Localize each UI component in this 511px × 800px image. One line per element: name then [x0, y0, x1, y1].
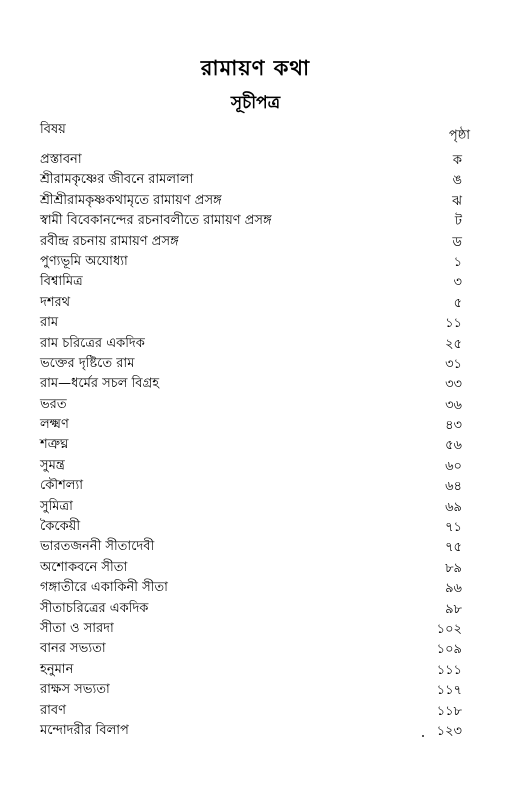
toc-entry-page: ৩১ — [445, 356, 462, 372]
toc-entry-page: ৫ — [453, 295, 462, 311]
toc-entry — [40, 619, 462, 639]
toc-entry-page: ট — [454, 214, 462, 230]
toc-entry-page: ১১ — [445, 316, 462, 332]
toc-entry-page: ১ — [453, 254, 462, 270]
toc-entry-page: ১২৩ — [436, 723, 462, 739]
toc-entry-title: গঙ্গাতীরে একাকিনী সীতা — [40, 580, 168, 596]
toc-entry-title: সুমিত্রা — [40, 498, 73, 514]
toc-entry — [40, 272, 462, 292]
toc-entry-title: বানর সভ্যতা — [40, 641, 106, 657]
toc-entry — [40, 680, 462, 700]
toc-entry-title: রাম—ধর্মের সচল বিগ্রহ — [40, 376, 160, 392]
toc-entry-page: ৪৩ — [445, 418, 462, 434]
toc-entry-title: সীতাচরিত্রের একদিক — [40, 600, 149, 616]
toc-entry-title: স্বামী বিবেকানন্দের রচনাবলীতে রামায়ণ প্রসঙ্গ — [40, 213, 272, 229]
stray-mark — [422, 735, 424, 737]
toc-entry-page: ১১১ — [436, 662, 462, 678]
toc-entry-title: লক্ষ্মণ — [40, 417, 69, 433]
toc-entry-title: শ্রীশ্রীরামকৃষ্ণকথামৃতে রামায়ণ প্রসঙ্গ — [40, 192, 222, 208]
toc-entry-title: হনুমান — [40, 661, 74, 677]
toc-entry — [40, 415, 462, 435]
toc-entry-page: ৩৩ — [445, 377, 462, 393]
toc-entry-title: অশোকবনে সীতা — [40, 559, 128, 575]
toc-entry — [40, 456, 462, 476]
column-page-label: পৃষ্ঠা — [448, 128, 470, 143]
toc-entry-page: ৮৯ — [445, 560, 462, 576]
toc-entry — [40, 701, 462, 721]
toc-entry-title: রাম চরিত্রের একদিক — [40, 335, 145, 351]
toc-entry-title: সুমন্ত্র — [40, 457, 65, 473]
toc-entry — [40, 354, 462, 374]
toc-entry — [40, 517, 462, 537]
toc-entry-page: ১১৭ — [436, 683, 462, 699]
toc-entry — [40, 191, 462, 211]
toc-entry — [40, 537, 462, 557]
toc-entry — [40, 599, 462, 619]
contents-heading: সূচীপত্র — [230, 93, 281, 113]
toc-entry-page: ৬০ — [445, 458, 462, 474]
toc-entry-page: ৩ — [453, 275, 462, 291]
toc-entry — [40, 170, 462, 190]
table-of-contents — [40, 150, 462, 741]
toc-entry-page: ঝ — [452, 193, 462, 209]
toc-entry-title: কৌশল্যা — [40, 478, 84, 494]
toc-entry-page: ঙ — [452, 173, 462, 189]
toc-entry — [40, 497, 462, 517]
toc-entry-page: ৩৬ — [445, 397, 462, 413]
toc-entry — [40, 395, 462, 415]
toc-entry — [40, 435, 462, 455]
toc-entry — [40, 232, 462, 252]
toc-entry-page: ৭১ — [445, 520, 462, 536]
toc-entry-title: শত্রুঘ্ন — [40, 437, 69, 453]
toc-entry — [40, 374, 462, 394]
toc-entry-title: রাক্ষস সভ্যতা — [40, 682, 110, 698]
toc-entry-page: ক — [452, 153, 462, 168]
toc-entry-title: ভক্তের দৃষ্টিতে রাম — [40, 355, 135, 371]
toc-entry — [40, 293, 462, 313]
toc-entry — [40, 252, 462, 272]
toc-entry — [40, 334, 462, 354]
toc-entry-page: ৯৬ — [445, 581, 462, 597]
toc-entry-title: বিশ্বামিত্র — [40, 274, 83, 290]
toc-entry-page: ৯৮ — [445, 601, 462, 617]
toc-entry-title: রাবণ — [40, 702, 67, 718]
toc-entry-title: রবীন্দ্র রচনায় রামায়ণ প্রসঙ্গ — [40, 233, 179, 249]
toc-entry-title: শ্রীরামকৃষ্ণের জীবনে রামলালা — [40, 172, 194, 188]
toc-entry-title: ভরত — [40, 396, 67, 412]
toc-entry — [40, 150, 462, 170]
toc-entry — [40, 211, 462, 231]
toc-entry-title: পুণ্যভূমি অযোধ্যা — [40, 253, 128, 269]
toc-entry — [40, 721, 462, 741]
toc-entry-title: দশরথ — [40, 294, 71, 310]
book-title: রামায়ণ কথা — [200, 56, 311, 80]
toc-entry — [40, 558, 462, 578]
toc-entry — [40, 476, 462, 496]
toc-entry-title: ভারতজননী সীতাদেবী — [40, 539, 155, 555]
toc-entry-title: মন্দোদরীর বিলাপ — [40, 722, 129, 738]
toc-entry-page: ড — [452, 234, 462, 250]
toc-header — [40, 120, 470, 143]
toc-entry-page: ৬৯ — [445, 499, 462, 515]
toc-entry-page: ৬৪ — [445, 479, 462, 495]
toc-entry — [40, 313, 462, 333]
toc-entry-page: ১১৮ — [436, 703, 462, 719]
toc-entry-page: ২৫ — [445, 336, 462, 352]
toc-entry-title: সীতা ও সারদা — [40, 620, 114, 636]
toc-entry — [40, 578, 462, 598]
toc-entry-page: ৭৫ — [445, 540, 462, 556]
toc-entry-page: ১০২ — [436, 621, 462, 637]
toc-entry — [40, 639, 462, 659]
toc-entry-page: ১০৯ — [436, 642, 462, 658]
toc-entry-page: ৫৬ — [445, 438, 462, 454]
toc-entry-title: কৈকেয়ী — [40, 519, 81, 535]
column-subject-label: বিষয় — [40, 122, 66, 137]
toc-entry-title: প্রস্তাবনা — [40, 152, 82, 167]
toc-entry — [40, 660, 462, 680]
toc-entry-title: রাম — [40, 315, 59, 331]
